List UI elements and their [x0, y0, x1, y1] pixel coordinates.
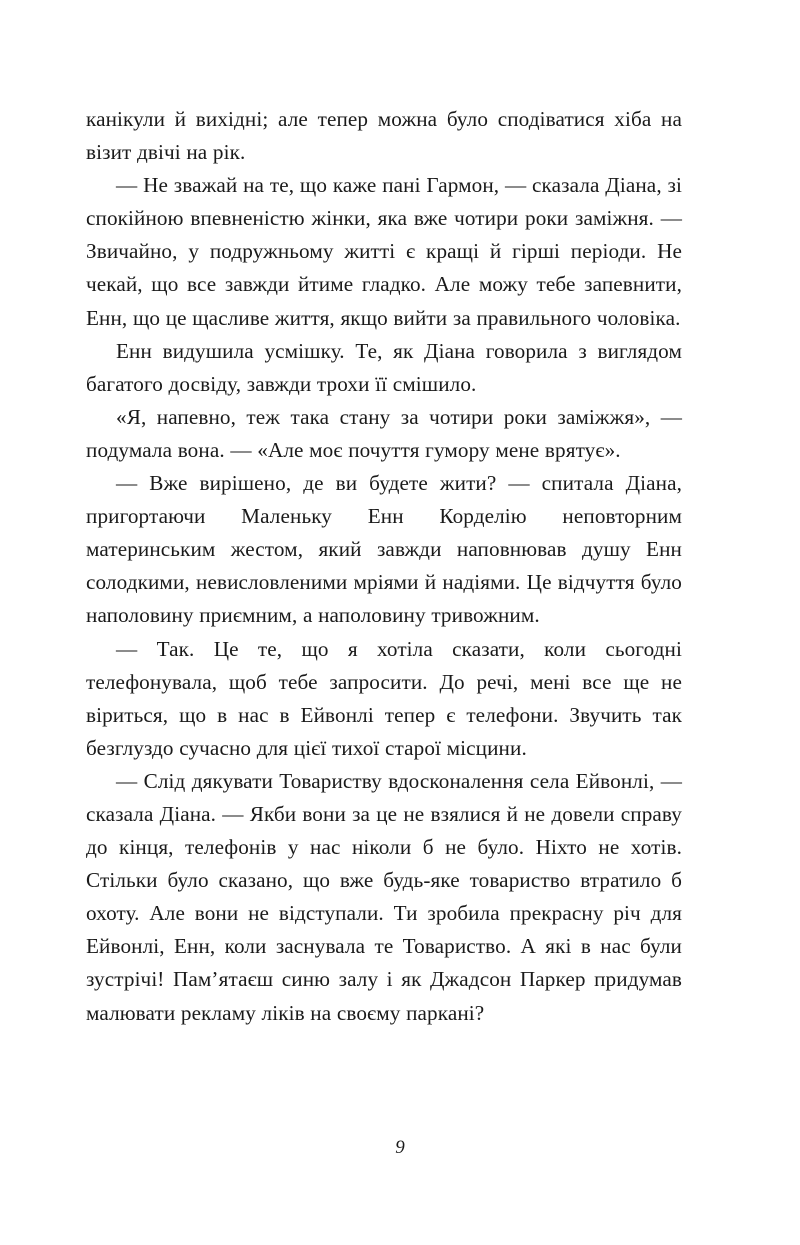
paragraph: Енн видушила усмішку. Те, як Діана говорила з виглядом багатого досвіду, завжди трохи її смішило.: [86, 338, 682, 396]
paragraph: — Так. Це те, що я хотіла сказати, коли сьогодні телефонувала, щоб тебе запросити. До речі, мені все ще не віриться, що в нас в Ейвонлі тепер є телефони. Звучить так безглуздо сучасно для цієї тихої старої місцини.: [86, 636, 682, 760]
paragraph: — Не зважай на те, що каже пані Гармон, — сказала Діана, зі спокійною впевненістю жінки, яка вже чотири роки заміжня. — Звичайно, у подружньому житті є кращі й гірші періоди. Не чекай, що все завжди йтиме гладко. Але можу тебе запевнити, Енн, що це щасливе життя, якщо вийти за правильного чоловіка.: [86, 173, 682, 330]
page-number: 9: [395, 1137, 405, 1158]
body-text-block: [86, 103, 682, 1030]
paragraph: — Вже вирішено, де ви будете жити? — спитала Діана, пригортаючи Маленьку Енн Корделію неповторним материнським жестом, який завжди наповнював душу Енн солодкими, невисловленими мріями й надіями. Це відчуття було наполовину приємним, а наполовину тривожним.: [86, 471, 682, 628]
paragraph: — Слід дякувати Товариству вдосконалення села Ейвонлі, — сказала Діана. — Якби вони за це не взялися й не довели справу до кінця, телефонів у нас ніколи б не було. Ніхто не хотів. Стільки було сказано, що вже будь-яке товариство втратило б охоту. Але вони не відступали. Ти зробила прекрасну річ для Ейвонлі, Енн, коли заснувала те Товариство. А які в нас були зустрічі! Пам’ятаєш синю залу і як Джадсон Паркер придумав малювати рекламу ліків на своєму паркані?: [86, 768, 682, 1025]
paragraph: «Я, напевно, теж така стану за чотири роки заміжжя», — подумала вона. — «Але моє почуття гумору мене врятує».: [86, 404, 682, 462]
paragraph: канікули й вихідні; але тепер можна було сподіватися хіба на візит двічі на рік.: [86, 107, 682, 165]
